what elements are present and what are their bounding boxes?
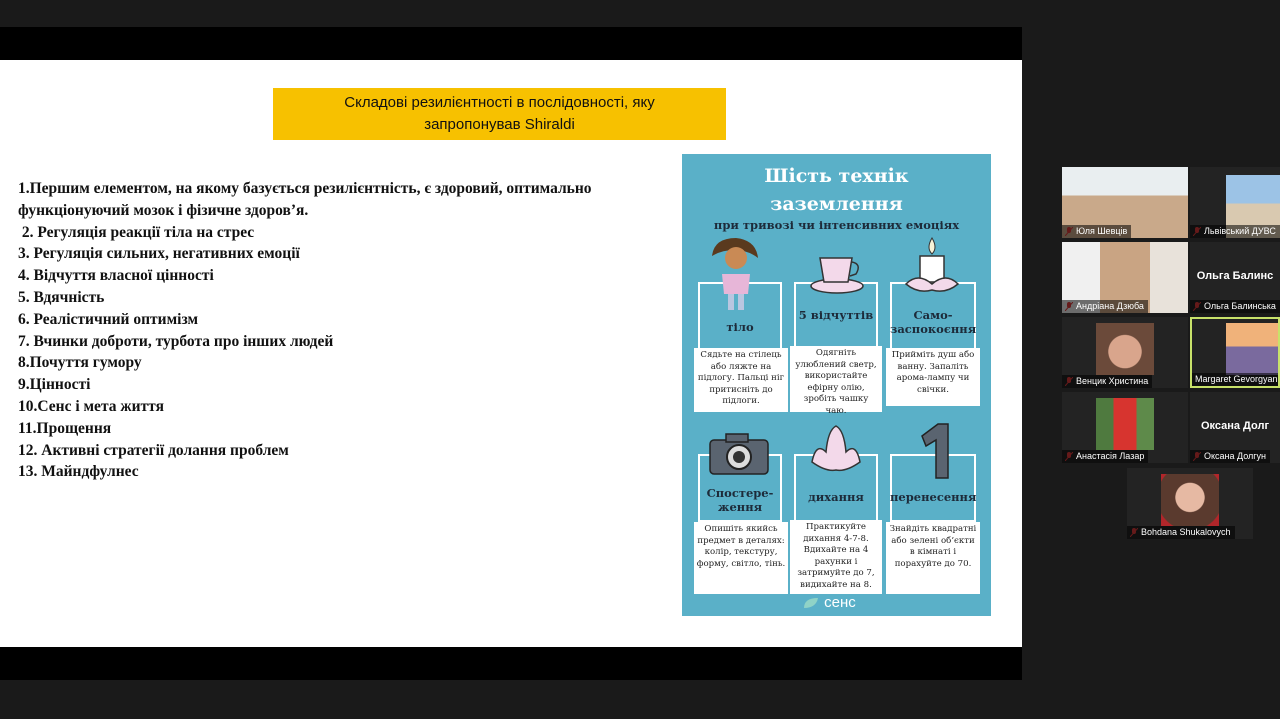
participant-name: Margaret Gevorgyan xyxy=(1192,373,1280,386)
camera-icon xyxy=(708,432,770,476)
list-item: 7. Вчинки доброти, турбота про інших людей xyxy=(18,332,334,350)
card-label-breathing: дихання xyxy=(808,490,864,504)
leaf-icon xyxy=(802,596,820,610)
card-label-observation: Спостере-ження xyxy=(706,486,774,514)
card-label-transfer: перенесення xyxy=(890,490,977,504)
participant-name: Юля Шевців xyxy=(1062,225,1131,238)
video-feed xyxy=(1161,474,1219,526)
list-item: 13. Майндфулнес xyxy=(18,463,139,481)
list-item: 11.Прощення xyxy=(18,419,112,437)
list-item: 1.Першим елементом, на якому базується резилієнтність, є здоровий, оптимально функціонуючий мозок і фізичне здоров’я. xyxy=(18,180,592,219)
list-item: 2. Регуляція реакції тіла на стрес xyxy=(18,223,255,241)
candle-icon xyxy=(902,236,962,298)
list-item: 3. Регуляція сильних, негативних емоції xyxy=(18,245,300,263)
participant-tile[interactable] xyxy=(1062,242,1188,313)
card-label-senses: 5 відчуттів xyxy=(798,308,874,322)
participant-tile[interactable] xyxy=(1062,392,1188,463)
list-item: 5. Вдячність xyxy=(18,288,105,306)
participant-display-name: Ольга Балинс xyxy=(1196,270,1274,282)
infographic-title xyxy=(682,162,991,218)
resilience-components-list xyxy=(18,178,683,483)
participant-name: Оксана Долгун xyxy=(1190,450,1270,463)
presentation-slide xyxy=(0,60,1022,647)
participant-name: Ольга Балинська xyxy=(1190,300,1280,313)
participant-tile[interactable] xyxy=(1062,317,1188,388)
card-text-senses: Одягніть улюблений светр, використайте ефірну олію, зробіть чашку чаю. xyxy=(790,346,882,412)
teacup-icon xyxy=(808,250,866,296)
participant-tile-active-speaker[interactable] xyxy=(1190,317,1280,388)
slide-title-line-1: Складові резилієнтності в послідовності, яку xyxy=(344,94,655,111)
card-text-self-soothing: Прийміть душ або ванну. Запаліть арома-лампу чи свічки. xyxy=(886,348,980,406)
list-item: 6. Реалістичний оптимізм xyxy=(18,310,199,328)
list-item: 12. Активні стратегії долання проблем xyxy=(18,441,289,459)
video-feed xyxy=(1226,323,1280,375)
participant-tile[interactable] xyxy=(1190,167,1280,238)
video-feed xyxy=(1096,398,1154,450)
grounding-techniques-infographic xyxy=(682,154,991,616)
card-text-transfer: Знайдіть квадратні або зелені об’єкти в кімнаті і порахуйте до 70. xyxy=(886,522,980,594)
logo-text: сенс xyxy=(824,594,856,611)
list-item: 8.Почуття гумору xyxy=(18,354,142,372)
list-item: 9.Цінності xyxy=(18,376,91,394)
participant-name: Bohdana Shukalovych xyxy=(1127,526,1235,539)
participant-tile[interactable] xyxy=(1190,392,1280,463)
slide-title xyxy=(273,88,726,140)
sens-logo xyxy=(802,594,856,611)
infographic-subtitle: при тривозі чи інтенсивних емоціях xyxy=(713,218,960,232)
participant-name: Венцик Христина xyxy=(1062,375,1152,388)
infographic-title-line-2: заземлення xyxy=(770,193,903,215)
participant-tile[interactable] xyxy=(1062,167,1188,238)
number-one-icon xyxy=(914,422,954,482)
video-feed xyxy=(1096,323,1154,375)
participant-name: Анастасія Лазар xyxy=(1062,450,1148,463)
card-label-self-soothing: Само-заспокоєння xyxy=(890,308,977,336)
card-text-observation: Опишіть якийсь предмет в деталях: колір, текстуру, форму, світло, тінь. xyxy=(694,522,788,594)
participant-name: Львівський ДУВС xyxy=(1190,225,1280,238)
list-item: 4. Відчуття власної цінності xyxy=(18,267,214,285)
list-item: 10.Сенс і мета життя xyxy=(18,397,164,415)
infographic-title-line-1: Шість технік xyxy=(764,165,909,187)
card-text-body: Сядьте на стілець або ляжте на підлогу. Пальці ніг притисніть до підлоги. xyxy=(694,348,788,412)
letterbox-top xyxy=(0,27,1022,60)
lotus-icon xyxy=(806,422,866,476)
slide-title-line-2: запропонував Shiraldi xyxy=(424,116,575,133)
letterbox-bottom xyxy=(0,647,1022,680)
participant-tile[interactable] xyxy=(1190,242,1280,313)
participant-tile[interactable] xyxy=(1127,468,1253,539)
girl-icon xyxy=(704,234,764,316)
card-text-breathing: Практикуйте дихання 4-7-8. Вдихайте на 4 рахунки і затримуйте до 7, видихайте на 8. xyxy=(790,520,882,594)
participant-display-name: Оксана Долг xyxy=(1200,420,1270,432)
card-label-body: тіло xyxy=(726,320,754,334)
participant-name: Андріана Дзюба xyxy=(1062,300,1148,313)
